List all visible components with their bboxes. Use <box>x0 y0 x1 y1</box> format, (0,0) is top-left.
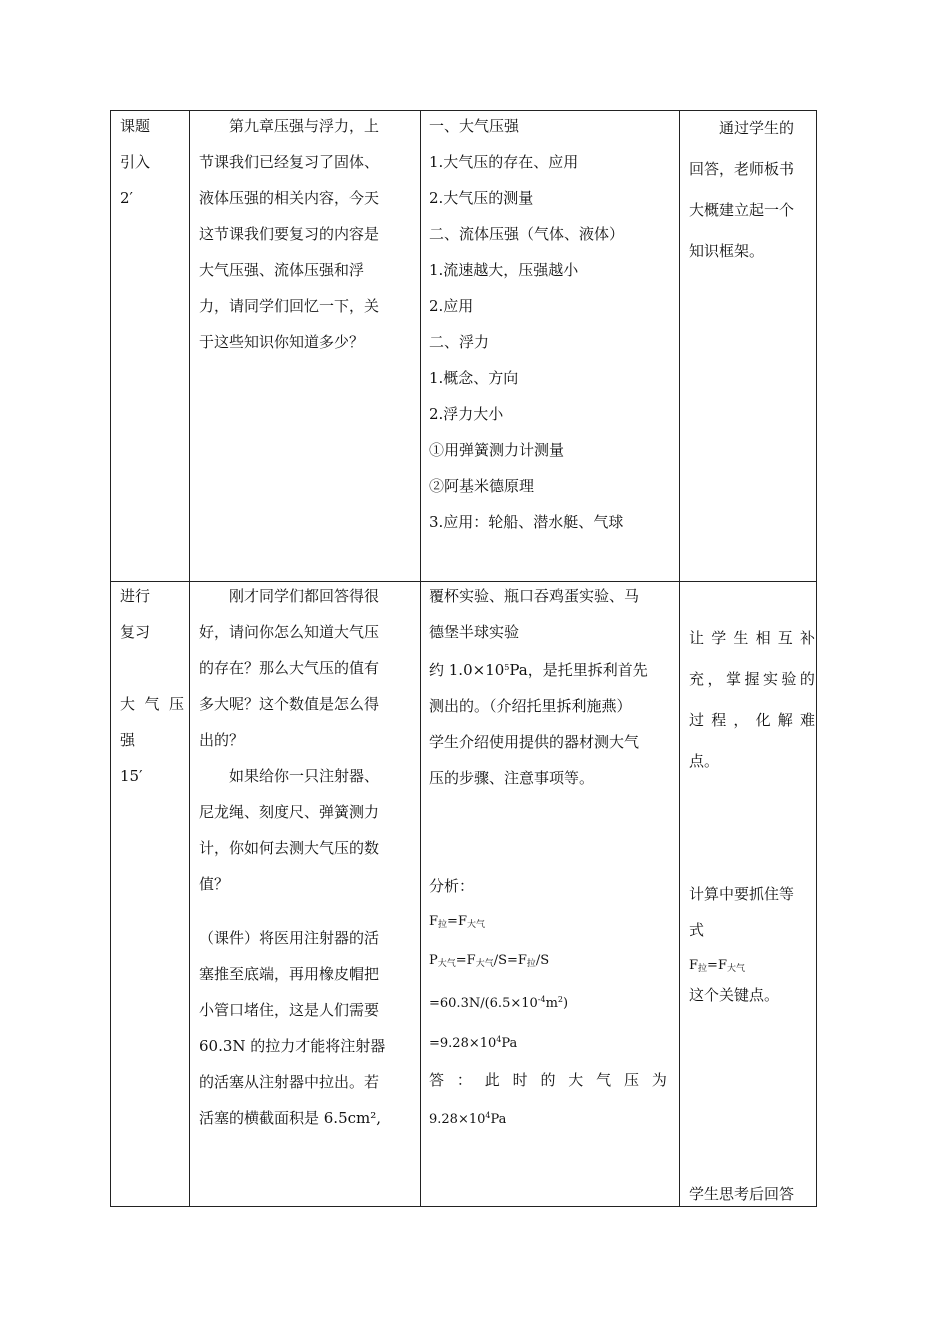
text-line-spread: 让 学 生 相 互 补 <box>689 629 815 647</box>
text-line: ②阿基米德原理 <box>429 477 535 495</box>
pressure-line: 约 $1.0\times 10^5Pa$，是托里拆利首先 <box>429 661 648 679</box>
text-line: 1.概念、方向 <box>429 369 519 387</box>
text-line-spread: 过 程 ， 化 解 难 <box>689 711 815 729</box>
text-line: 式 <box>689 921 705 939</box>
text-line: 复习 <box>120 623 151 641</box>
table-col-divider-2 <box>420 110 421 1207</box>
text-line: 出的？ <box>199 731 245 749</box>
text-line: 多大呢？这个数值是怎么得 <box>199 695 380 713</box>
formula-force: $F_拉=F_{大气}$ <box>429 914 485 930</box>
analysis-label: 分析： <box>429 877 475 895</box>
text-line: 1.流速越大，压强越小 <box>429 261 579 279</box>
text-line: 大概建立起一个 <box>689 201 795 219</box>
text-line: 力，请同学们回忆一下，关 <box>199 297 380 315</box>
text-line: 引入 <box>120 153 151 171</box>
text-line: 第九章压强与浮力，上 <box>199 117 380 135</box>
text-line: 液体压强的相关内容，今天 <box>199 189 380 207</box>
table-col-divider-1 <box>189 110 190 1207</box>
text-line: 大气压强、流体压强和浮 <box>199 261 365 279</box>
text-line: 的存在？那么大气压的值有 <box>199 659 380 677</box>
text-line: 值？ <box>199 875 230 893</box>
text-line: 通过学生的 <box>689 119 795 137</box>
text-line: 活塞的横截面积是 6.5cm², <box>199 1109 382 1127</box>
row2-intent-cell <box>689 618 815 782</box>
text-line: 1.大气压的存在、应用 <box>429 153 579 171</box>
text-line: 二、流体压强（气体、液体） <box>429 225 625 243</box>
text-line: 3.应用：轮船、潜水艇、气球 <box>429 513 624 531</box>
text-line: 如果给你一只注射器、 <box>199 767 380 785</box>
row2-student-cell <box>429 578 667 1138</box>
text-line-spread: 充 ， 掌 握 实 验 的 <box>689 670 815 688</box>
text-line: 课题 <box>120 117 151 135</box>
text-line: 德堡半球实验 <box>429 623 520 641</box>
row1-student-cell <box>429 108 624 540</box>
text-line: 计算中要抓住等 <box>689 885 795 903</box>
text-line-spread <box>120 686 184 722</box>
row2-section-cell <box>120 578 184 794</box>
text-line: 压的步骤、注意事项等。 <box>429 769 595 787</box>
text-line: 知识框架。 <box>689 242 765 260</box>
text-line: 覆杯实验、瓶口吞鸡蛋实验、马 <box>429 587 640 605</box>
text-line: 的活塞从注射器中拉出。若 <box>199 1073 380 1091</box>
text-line: 尼龙绳、刻度尺、弹簧测力 <box>199 803 380 821</box>
calculation-line: $=9.28\times 10^4Pa$ <box>429 1035 518 1051</box>
answer-line: 答 ： 此 时 的 大 气 压 为 <box>429 1071 667 1089</box>
row2-intent-note <box>689 876 794 1013</box>
text-line: （课件）将医用注射器的活 <box>199 929 380 947</box>
text-line: 2.应用 <box>429 297 474 315</box>
text-line: 2′ <box>120 189 133 207</box>
text-line: 回答，老师板书 <box>689 160 795 178</box>
text-line: 刚才同学们都回答得很 <box>199 587 380 605</box>
row2-intent-last <box>689 1176 794 1212</box>
text-line: 15′ <box>120 767 143 785</box>
char: 大 <box>120 695 136 713</box>
text-line: 好，请问你怎么知道大气压 <box>199 623 380 641</box>
text-line: 学生介绍使用提供的器材测大气 <box>429 733 640 751</box>
text-line: 强 <box>120 731 136 749</box>
row1-section-cell <box>120 108 150 216</box>
text-line: 2.大气压的测量 <box>429 189 534 207</box>
text-line: 进行 <box>120 587 151 605</box>
char: 压 <box>168 695 184 713</box>
table-border-right <box>816 110 817 1207</box>
text-line: 这个关键点。 <box>689 986 780 1004</box>
calculation-line: $=60.3N/(6.5\times 10^{-4}m^2)$ <box>429 995 569 1011</box>
char: 气 <box>144 695 160 713</box>
result-line: $9.28\times 10^4Pa$ <box>429 1111 507 1127</box>
text-line: ①用弹簧测力计测量 <box>429 441 565 459</box>
text-line: 一、大气压强 <box>429 117 520 135</box>
row2-teacher-cell <box>199 578 385 1136</box>
formula-pressure: $P_{大气}=F_{大气}/S=F_拉/S$ <box>429 953 550 969</box>
formula-force: $F_拉=F_{大气}$ <box>689 958 745 974</box>
text-line: 二、浮力 <box>429 333 490 351</box>
table-col-divider-3 <box>679 110 680 1207</box>
text-line: 2.浮力大小 <box>429 405 504 423</box>
text-line: 小管口堵住，这是人们需要 <box>199 1001 380 1019</box>
text-line: 节课我们已经复习了固体、 <box>199 153 380 171</box>
text-line: 计，你如何去测大气压的数 <box>199 839 380 857</box>
text-line: 于这些知识你知道多少？ <box>199 333 365 351</box>
text-line: 点。 <box>689 752 720 770</box>
row1-intent-cell <box>689 108 794 272</box>
text-line: 塞推至底端，再用橡皮帽把 <box>199 965 380 983</box>
text-line: 60.3N 的拉力才能将注射器 <box>199 1037 386 1055</box>
text-line: 这节课我们要复习的内容是 <box>199 225 380 243</box>
table-border-left <box>110 110 111 1207</box>
text-line: 测出的。（介绍托里拆利施燕） <box>429 697 632 715</box>
text-line: 学生思考后回答 <box>689 1185 795 1203</box>
row1-teacher-cell <box>199 108 379 360</box>
